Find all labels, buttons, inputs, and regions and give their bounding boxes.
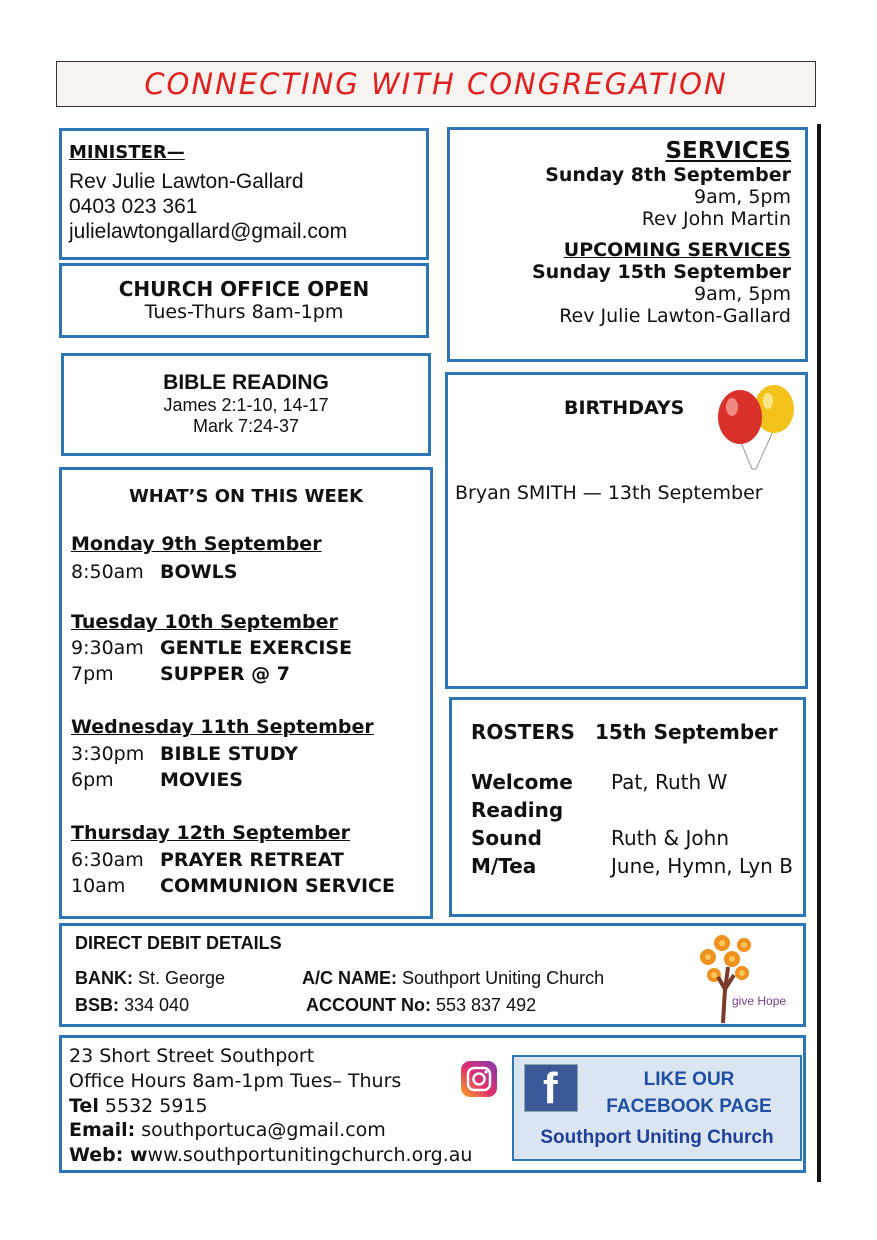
roster-role: Welcome: [471, 770, 573, 794]
bsb-label: BSB:: [75, 995, 119, 1015]
give-hope-text: give Hope: [732, 994, 787, 1008]
bible-ref-2: Mark 7:24-37: [192, 416, 300, 436]
office-hours: Tues-Thurs 8am-1pm: [144, 301, 344, 323]
facebook-line1: LIKE OUR: [643, 1069, 735, 1090]
facebook-line2: FACEBOOK PAGE: [606, 1096, 772, 1117]
services-leader: Rev John Martin: [641, 208, 791, 230]
day-heading: Tuesday 10th September: [71, 611, 338, 633]
account-label: ACCOUNT No:: [306, 995, 431, 1015]
bible-ref-1: James 2:1-10, 14-17: [163, 395, 329, 415]
event-name: SUPPER @ 7: [160, 663, 291, 685]
minister-email[interactable]: julielawtongallard@gmail.com: [69, 220, 348, 243]
facebook-page-name: Southport Uniting Church: [540, 1127, 774, 1148]
upcoming-heading: UPCOMING SERVICES: [563, 239, 791, 261]
contact-web: [69, 1144, 472, 1166]
contact-email: [69, 1119, 386, 1141]
debit-bank: [75, 968, 225, 989]
services-box: [447, 127, 808, 362]
bank-value: St. George: [138, 968, 226, 988]
bible-box: [61, 353, 431, 456]
upcoming-leader: Rev Julie Lawton-Gallard: [559, 305, 791, 327]
event-name: BOWLS: [160, 561, 238, 583]
birthdays-box: [445, 372, 808, 689]
web-value[interactable]: ww.southportunitingchurch.org.au: [147, 1144, 473, 1166]
whats-on-box: [59, 467, 433, 919]
facebook-panel[interactable]: [512, 1055, 802, 1161]
debit-bsb: [75, 995, 189, 1016]
event-name: PRAYER RETREAT: [160, 849, 344, 871]
contact-box: [59, 1035, 806, 1173]
office-heading: CHURCH OFFICE OPEN: [118, 277, 370, 301]
event-time: 10am: [71, 875, 126, 897]
roster-names: Pat, Ruth W: [611, 770, 728, 794]
account-value: 553 837 492: [436, 995, 537, 1015]
tel-value[interactable]: 5532 5915: [104, 1095, 208, 1117]
event-name: COMMUNION SERVICE: [160, 875, 395, 897]
day-heading: Monday 9th September: [71, 533, 322, 555]
roster-role: M/Tea: [471, 854, 537, 878]
balloons-icon: [716, 383, 798, 471]
event-time: 9:30am: [71, 637, 144, 659]
instagram-icon[interactable]: [460, 1060, 498, 1098]
rosters-heading: ROSTERS: [471, 720, 575, 744]
event-time: 3:30pm: [71, 743, 145, 765]
bank-label: BANK:: [75, 968, 133, 988]
rosters-box: [449, 697, 806, 917]
acname-value: Southport Uniting Church: [402, 968, 605, 988]
facebook-icon: f: [524, 1064, 578, 1112]
day-heading: Wednesday 11th September: [71, 716, 374, 738]
event-name: BIBLE STUDY: [160, 743, 298, 765]
event-name: MOVIES: [160, 769, 243, 791]
roster-role: Reading: [471, 798, 564, 822]
debit-box: [59, 923, 806, 1027]
event-time: 6pm: [71, 769, 114, 791]
bible-heading: BIBLE READING: [163, 371, 329, 394]
page-title: CONNECTING WITH CONGREGATION: [144, 67, 728, 101]
birthdays-heading: BIRTHDAYS: [564, 397, 685, 419]
day-heading: Thursday 12th September: [71, 822, 350, 844]
rosters-date: 15th September: [595, 720, 778, 744]
event-name: GENTLE EXERCISE: [160, 637, 353, 659]
event-time: 8:50am: [71, 561, 144, 583]
birthday-entry: Bryan SMITH — 13th September: [455, 482, 763, 504]
services-heading: SERVICES: [665, 138, 791, 164]
tel-label: Tel: [69, 1095, 99, 1117]
services-times: 9am, 5pm: [694, 186, 791, 208]
whats-on-heading: WHAT’S ON THIS WEEK: [128, 486, 364, 507]
debit-heading: DIRECT DEBIT DETAILS: [75, 933, 282, 953]
minister-name: Rev Julie Lawton-Gallard: [69, 170, 304, 193]
email-value[interactable]: southportuca@gmail.com: [141, 1119, 386, 1141]
email-label: Email:: [69, 1119, 136, 1141]
debit-account: [306, 995, 536, 1016]
roster-names: June, Hymn, Lyn B: [611, 854, 793, 878]
acname-label: A/C NAME:: [302, 968, 397, 988]
minister-phone: 0403 023 361: [69, 195, 198, 218]
contact-hours: Office Hours 8am-1pm Tues– Thurs: [69, 1070, 402, 1092]
bsb-value: 334 040: [124, 995, 190, 1015]
web-label: Web: w: [69, 1144, 148, 1166]
give-hope-logo: [688, 929, 792, 1025]
upcoming-date: Sunday 15th September: [531, 261, 791, 283]
upcoming-times: 9am, 5pm: [694, 283, 791, 305]
contact-tel: [69, 1095, 208, 1117]
contact-address: 23 Short Street Southport: [69, 1045, 315, 1067]
roster-names: Ruth & John: [611, 826, 729, 850]
event-time: 6:30am: [71, 849, 144, 871]
roster-role: Sound: [471, 826, 542, 850]
event-time: 7pm: [71, 663, 114, 685]
debit-acname: [302, 968, 604, 989]
minister-box: [59, 128, 429, 260]
office-box: [59, 263, 429, 338]
page-header: [56, 61, 816, 107]
services-date: Sunday 8th September: [545, 164, 791, 186]
minister-heading: MINISTER—: [69, 142, 185, 163]
vertical-rule: [817, 124, 821, 1182]
services-content: [451, 138, 791, 327]
